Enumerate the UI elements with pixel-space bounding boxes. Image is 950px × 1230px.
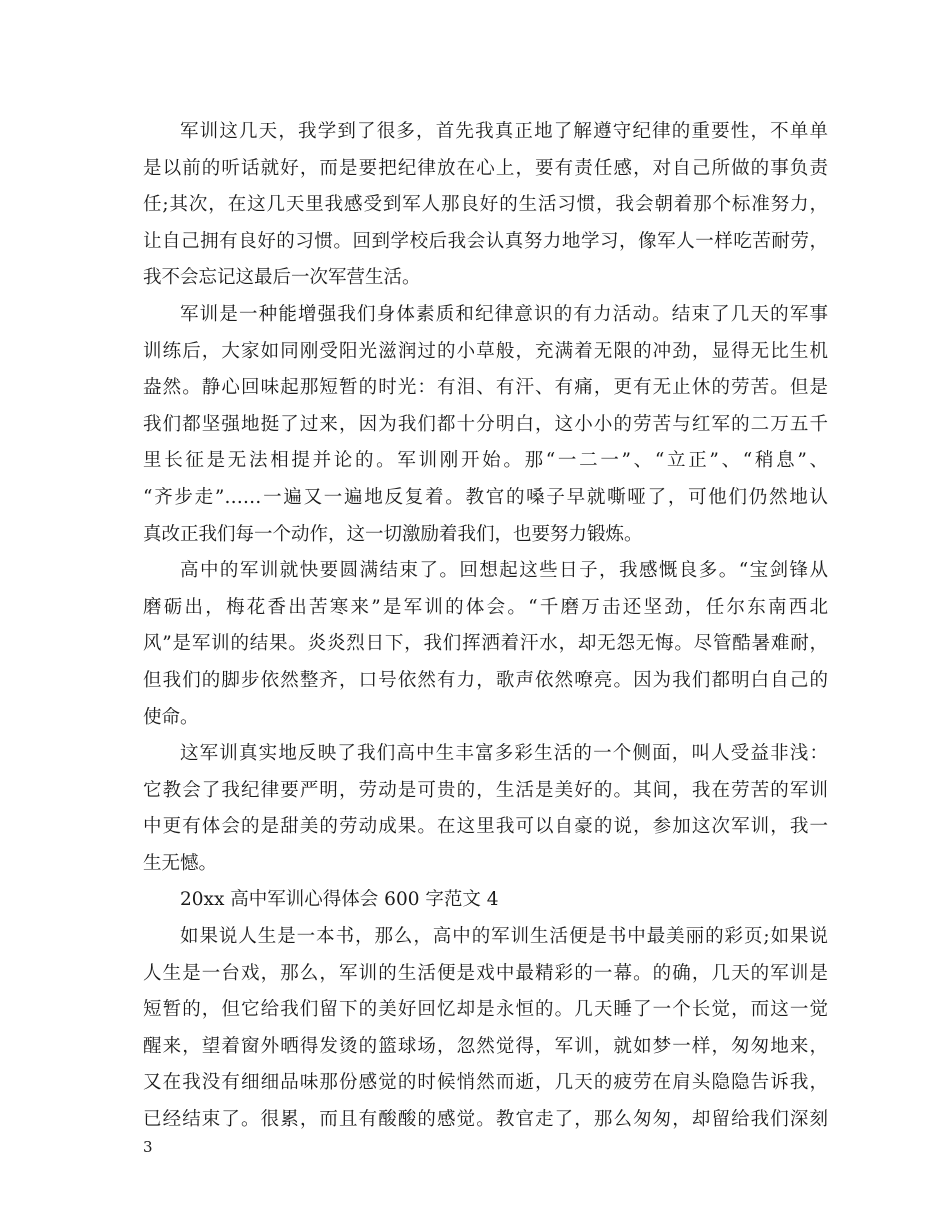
text-line: 但我们的脚步依然整齐，口号依然有力，歌声依然嘹亮。因为我们都明白自己的	[143, 669, 828, 691]
text-line: 风”是军训的结果。炎炎烈日下，我们挥洒着汗水，却无怨无悔。尽管酷暑难耐，	[143, 633, 828, 655]
text-line: 这军训真实地反映了我们高中生丰富多彩生活的一个侧面，叫人受益非浅：	[180, 743, 828, 765]
paragraph	[143, 736, 828, 882]
section-heading	[143, 882, 828, 919]
text-line: 是以前的听话就好，而是要把纪律放在心上，要有责任感，对自己所做的事负责	[143, 157, 828, 179]
text-line: 里长征是无法相提并论的。军训刚开始。那“一二一”、“立正”、“稍息”、	[143, 450, 828, 472]
text-line: 20xx 高中军训心得体会 600 字范文 4	[180, 889, 499, 911]
text-line: 军训这几天，我学到了很多，首先我真正地了解遵守纪律的重要性，不单单	[180, 121, 828, 142]
text-line: 使命。	[143, 706, 199, 728]
paragraph	[143, 919, 828, 1139]
paragraph	[143, 114, 828, 297]
text-line: 已经结束了。很累，而且有酸酸的感觉。教官走了，那么匆匆，却留给我们深刻	[143, 1109, 828, 1131]
text-line: 让自己拥有良好的习惯。回到学校后我会认真努力地学习，像军人一样吃苦耐劳，	[143, 230, 828, 252]
text-line: 我不会忘记这最后一次军营生活。	[143, 267, 421, 289]
text-line: 军训是一种能增强我们身体素质和纪律意识的有力活动。结束了几天的军事	[180, 303, 828, 325]
paragraph	[143, 553, 828, 736]
text-line: 我们都坚强地挺了过来，因为我们都十分明白，这小小的劳苦与红军的二万五千	[143, 413, 828, 435]
text-line: 又在我没有细细品味那份感觉的时候悄然而逝，几天的疲劳在肩头隐隐告诉我，	[143, 1072, 828, 1094]
text-line: “齐步走”……一遍又一遍地反复着。教官的嗓子早就嘶哑了，可他们仍然地认	[143, 486, 828, 508]
text-line: 盎然。静心回味起那短暂的时光：有泪、有汗、有痛，更有无止休的劳苦。但是	[143, 377, 828, 399]
text-line: 醒来，望着窗外晒得发烫的篮球场，忽然觉得，军训，就如梦一样，匆匆地来，	[143, 1035, 828, 1057]
text-line: 训练后，大家如同刚受阳光滋润过的小草般，充满着无限的冲劲，显得无比生机	[143, 340, 828, 362]
text-line: 如果说人生是一本书，那么，高中的军训生活便是书中最美丽的彩页;如果说	[180, 926, 828, 948]
paragraph	[143, 297, 828, 553]
text-line: 中更有体会的是甜美的劳动成果。在这里我可以自豪的说，参加这次军训，我一	[143, 816, 828, 838]
page-number: 3	[143, 1138, 153, 1156]
document-body	[143, 114, 828, 1139]
text-line: 磨砺出，梅花香出苦寒来”是军训的体会。“千磨万击还坚劲，任尔东南西北	[143, 596, 828, 618]
text-line: 生无憾。	[143, 852, 218, 874]
text-line: 高中的军训就快要圆满结束了。回想起这些日子，我感慨良多。“宝剑锋从	[180, 560, 828, 582]
text-line: 短暂的，但它给我们留下的美好回忆却是永恒的。几天睡了一个长觉，而这一觉	[143, 999, 828, 1021]
text-line: 任;其次，在这几天里我感受到军人那良好的生活习惯，我会朝着那个标准努力，	[143, 194, 828, 216]
text-line: 人生是一台戏，那么，军训的生活便是戏中最精彩的一幕。的确，几天的军训是	[143, 962, 828, 984]
text-line: 它教会了我纪律要严明，劳动是可贵的，生活是美好的。其间，我在劳苦的军训	[143, 779, 828, 801]
text-line: 真改正我们每一个动作，这一切激励着我们，也要努力锻炼。	[143, 523, 643, 545]
